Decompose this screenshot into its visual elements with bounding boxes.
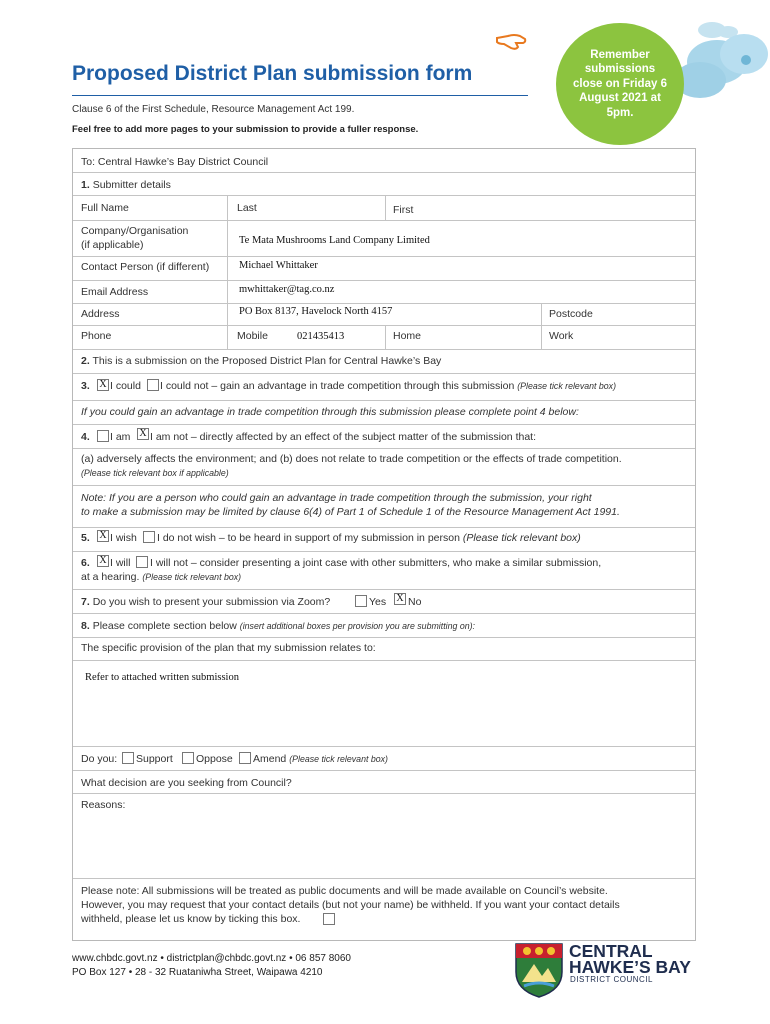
contact-person-label: Contact Person (if different): [81, 261, 210, 273]
amend-label: Amend (Please tick relevant box): [253, 753, 388, 765]
section-3-number: 3.: [81, 380, 90, 392]
section-5-number: 5.: [81, 532, 90, 544]
do-you-label: Do you:: [81, 753, 118, 765]
could-not-checkbox[interactable]: [147, 379, 159, 391]
support-checkbox[interactable]: [122, 752, 134, 764]
oppose-label: Oppose: [196, 753, 233, 765]
will-not-checkbox[interactable]: [136, 556, 148, 568]
will-checkbox[interactable]: X: [97, 555, 109, 567]
zoom-no-label: No: [408, 596, 422, 608]
home-phone-field[interactable]: Home: [393, 330, 422, 342]
section-8-heading: 8. Please complete section below (insert additional boxes per provision you are submitting on):: [81, 620, 475, 632]
support-label: Support: [136, 753, 173, 765]
wish-checkbox[interactable]: X: [97, 530, 109, 542]
postcode-field[interactable]: Postcode: [549, 308, 593, 320]
section-6-number: 6.: [81, 557, 90, 569]
could-checkbox[interactable]: X: [97, 379, 109, 391]
i-am-label: I am: [110, 431, 131, 443]
contact-person-field[interactable]: Michael Whittaker: [239, 260, 318, 271]
company-label-note: (if applicable): [81, 239, 144, 251]
work-phone-field[interactable]: Work: [549, 330, 574, 342]
privacy-note-line-3: withheld, please let us know by ticking this box.: [81, 913, 301, 925]
zoom-yes-checkbox[interactable]: [355, 595, 367, 607]
section-7-question: 7. Do you wish to present your submission via Zoom?: [81, 596, 331, 608]
provision-label: The specific provision of the plan that my submission relates to:: [81, 642, 376, 654]
council-name-logo: CENTRAL HAWKE’S BAY: [569, 941, 691, 977]
email-label: Email Address: [81, 286, 149, 298]
council-crest-logo: [514, 942, 564, 998]
last-name-field[interactable]: Last: [237, 202, 257, 214]
address-label: Address: [81, 308, 120, 320]
zoom-no-checkbox[interactable]: X: [394, 593, 406, 605]
wish-label: I wish: [110, 532, 137, 544]
section-3-follow-up: If you could gain an advantage in trade competition through this submission please complete point 4 below:: [81, 406, 579, 418]
company-field[interactable]: Te Mata Mushrooms Land Company Limited: [239, 235, 430, 246]
do-not-wish-checkbox[interactable]: [143, 531, 155, 543]
footer-contact: www.chbdc.govt.nz • districtplan@chbdc.govt.nz • 06 857 8060: [72, 953, 351, 964]
section-5-text: I do not wish – to be heard in support of my submission in person (Please tick relevant box): [157, 532, 581, 544]
withhold-details-checkbox[interactable]: [323, 913, 335, 925]
phone-label: Phone: [81, 330, 112, 342]
clause-subtitle: Clause 6 of the First Schedule, Resource Management Act 199.: [72, 104, 355, 115]
page-title: Proposed District Plan submission form: [72, 62, 473, 85]
full-name-label: Full Name: [81, 202, 129, 214]
extra-pages-note: Feel free to add more pages to your submission to provide a fuller response.: [72, 124, 419, 135]
i-am-checkbox[interactable]: [97, 430, 109, 442]
section-1-heading: 1. Submitter details: [81, 179, 171, 191]
legal-note-line-2: to make a submission may be limited by clause 6(4) of Part 1 of Schedule 1 of the Resource Management Act 1991.: [81, 506, 620, 518]
reasons-label: Reasons:: [81, 799, 126, 811]
email-field[interactable]: mwhittaker@tag.co.nz: [239, 284, 335, 295]
first-name-field[interactable]: First: [393, 204, 414, 216]
oppose-checkbox[interactable]: [182, 752, 194, 764]
could-label: I could: [110, 380, 141, 392]
i-am-not-checkbox[interactable]: X: [137, 428, 149, 440]
section-4-detail: (a) adversely affects the environment; and (b) does not relate to trade competition or the effects of trade competition.: [81, 453, 622, 465]
privacy-note-line-2: However, you may request that your contact details (but not your name) be withheld. If you want your contact details: [81, 899, 620, 911]
will-label: I will: [110, 557, 131, 569]
pointing-hand-icon: [494, 30, 528, 54]
deadline-reminder-badge: Remember submissions close on Friday 6 August 2021 at 5pm.: [556, 23, 684, 145]
section-4-hint: (Please tick relevant box if applicable): [81, 468, 229, 478]
privacy-note-line-1: Please note: All submissions will be treated as public documents and will be made available on Council’s website.: [81, 885, 608, 897]
legal-note-line-1: Note: If you are a person who could gain an advantage in trade competition through the submission, your right: [81, 492, 592, 504]
title-divider: [72, 95, 528, 96]
section-6-text-2: at a hearing. (Please tick relevant box): [81, 571, 242, 583]
section-3-text: I could not – gain an advantage in trade competition through this submission (Please tick relevant box): [160, 380, 617, 392]
footer-address: PO Box 127 • 28 - 32 Ruataniwha Street, Waipawa 4210: [72, 967, 323, 978]
decision-label: What decision are you seeking from Council?: [81, 777, 292, 789]
addressee: To: Central Hawke’s Bay District Council: [81, 156, 269, 168]
mobile-label: Mobile: [237, 330, 268, 342]
zoom-yes-label: Yes: [369, 596, 387, 608]
section-6-text: I will not – consider presenting a joint case with other submitters, who make a similar submission,: [150, 557, 602, 569]
section-4-text: I am not – directly affected by an effect of the subject matter of the submission that:: [150, 431, 536, 443]
provision-field[interactable]: Refer to attached written submission: [85, 672, 239, 683]
company-label: Company/Organisation: [81, 225, 189, 237]
section-4-number: 4.: [81, 431, 90, 443]
address-field[interactable]: PO Box 8137, Havelock North 4157: [239, 306, 393, 317]
submission-form: [72, 148, 696, 941]
section-2-statement: 2. This is a submission on the Proposed District Plan for Central Hawke’s Bay: [81, 355, 442, 367]
council-subtitle: DISTRICT COUNCIL: [570, 975, 653, 984]
mobile-field[interactable]: 021435413: [297, 331, 345, 342]
amend-checkbox[interactable]: [239, 752, 251, 764]
